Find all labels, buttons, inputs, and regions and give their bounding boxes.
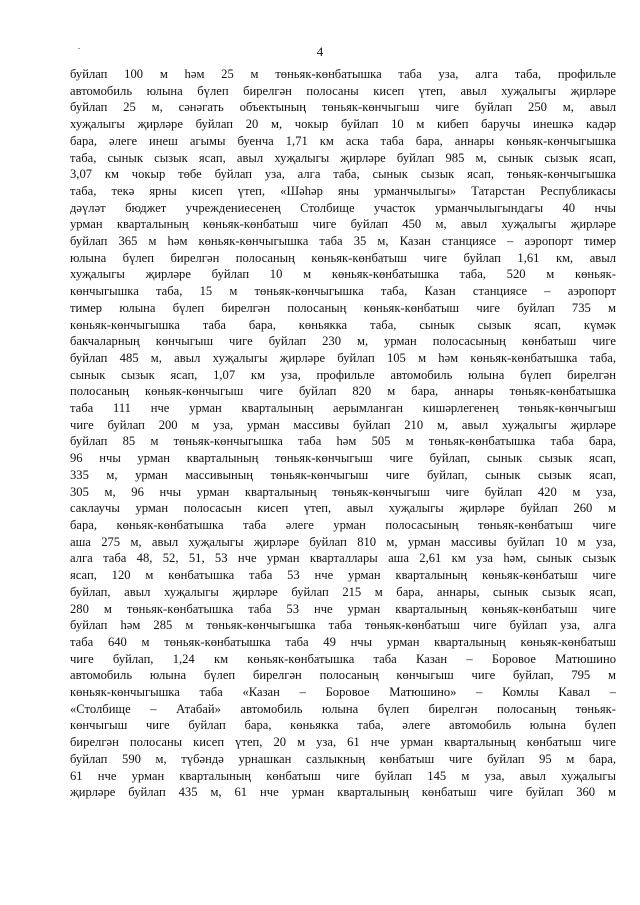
text-line: автомобиль юлына бүлеп бирелгән полосаның көнчыгыш чиге буйлап, 795 м <box>70 668 616 683</box>
text-line: полосаның көньяк-көнчыгыш чиге буйлап 820 м бара, аннары төньяк-көнбатышка <box>70 384 616 399</box>
text-line: урман кварталының көньяк-көнбатыш чиге буйлап 450 м, авыл хуҗалыгы җирләре <box>70 217 616 232</box>
text-line: буйлап 100 м һәм 25 м төньяк-көнбатышка таба уза, алга таба, профильле <box>70 67 616 81</box>
text-line: 3,07 км чокыр төбе буйлап уза, алга таба, сынык сызык ясап, төньяк-көнчыгышка <box>70 167 616 182</box>
text-line: «Столбище – Атабай» автомобиль юлына бүлеп бирелгән полосаның төньяк- <box>70 701 616 716</box>
text-line: 305 м, 96 нчы урман кварталының төньяк-көнчыгыш чиге буйлап 420 м уза, <box>70 484 616 499</box>
page-number: 4 <box>316 44 324 59</box>
text-line: буйлап һәм 285 м төньяк-көнчыгышка таба төньяк-көнбатыш чиге буйлап уза, алга <box>70 618 616 633</box>
text-line: җирләре буйлап 435 м, 61 нче урман кварталының көнбатыш чиге буйлап 360 м <box>70 785 616 800</box>
text-line: сынык сызык ясап, 1,07 км уза, профильле автомобиль юлына бүлеп бирелгән <box>70 367 616 382</box>
text-line: автомобиль юлына бүлеп бирелгән полосаны кисеп үтеп, авыл хуҗалыгы җирләре <box>70 83 616 98</box>
text-line: буйлап 25 м, сәнәгать объектының төньяк-көнчыгыш чиге буйлап 250 м, авыл <box>70 100 616 115</box>
text-line: таба 640 м төньяк-көнбатышка таба 49 нчы урман кварталының көньяк-көнбатыш <box>70 634 616 649</box>
text-line: көньяк-көнчыгышка таба «Казан – Боровое Матюшино» – Комлы Кавал – <box>70 685 616 700</box>
text-line: чиге буйлап, 1,24 км көньяк-көнбатышка таба Казан – Боровое Матюшино <box>70 651 616 666</box>
text-line: алга таба 48, 52, 51, 53 нче урман кварталлары аша 2,61 км уза һәм, сынык сызык <box>70 551 616 566</box>
text-line: хуҗалыгы җирләре буйлап 10 м көньяк-көнбатышка таба, 520 м көньяк- <box>70 267 616 282</box>
text-line: бара, көньяк-көнбатышка таба әлеге урман полосасының төньяк-көнбатыш чиге <box>70 517 616 532</box>
text-line: таба, текә ярны кисеп үтеп, «Шәһәр яны урманчылыгы» Татарстан Республикасы <box>70 183 616 198</box>
text-line: көньяк-көнчыгышка таба бара, көньякка таба, сынык сызык ясап, күмәк <box>70 317 616 332</box>
text-line: хуҗалыгы җирләре буйлап 20 м, чокыр буйлап 10 м кибеп баручы инешкә кадәр <box>70 117 616 132</box>
text-line: бара, әлеге инеш агымы буенча 1,71 км аска таба бара, аннары көньяк-көнчыгышка <box>70 133 616 148</box>
text-line: саклаучы урман полосасын кисеп үтеп, авыл хуҗалыгы җирләре буйлап 260 м <box>70 501 616 516</box>
text-line: дәүләт бюджет учреждениесенең Столбище участок урманчылыгындагы 40 нчы <box>70 200 616 215</box>
text-line: 280 м төньяк-көнбатышка таба 53 нче урман кварталының көньяк-көнбатыш чиге <box>70 601 616 616</box>
text-line: аша 275 м, авыл хуҗалыгы җирләре буйлап 810 м, урман массивы буйлап 10 м уза, <box>70 534 616 549</box>
text-line: чиге буйлап 200 м уза, урман массивы буйлап 210 м, авыл хуҗалыгы җирләре <box>70 417 616 432</box>
text-line: тимер юлына бүлеп бирелгән полосаның көньяк-көнбатыш чиге буйлап 735 м <box>70 300 616 315</box>
text-line: буйлап 365 м һәм көньяк-көнчыгышка таба 35 м, Казан станциясе – аэропорт тимер <box>70 234 616 249</box>
text-line: көнчыгышка таба, 15 м төньяк-көнчыгышка таба, Казан станциясе – аэропорт <box>70 284 616 299</box>
text-line: таба 111 нче урман кварталының аерымланган кишәрлегенең төньяк-көнчыгыш <box>70 401 616 416</box>
body-text <box>70 66 616 801</box>
text-line: буйлап 85 м төньяк-көнчыгышка таба һәм 505 м төньяк-көнбатышка таба бара, <box>70 434 616 449</box>
text-line: буйлап, авыл хуҗалыгы җирләре буйлап 215 м бара, аннары, сынык сызык ясап, <box>70 584 616 599</box>
text-line: көнчыгыш чиге буйлап бара, көньякка таба, әлеге автомобиль юлына бүлеп <box>70 718 616 733</box>
text-line: бакчаларның көнчыгыш чиге буйлап 230 м, урман полосасының көнбатыш чиге <box>70 334 616 349</box>
text-line: 335 м, урман массивының төньяк-көнчыгыш чиге буйлап, сынык сызык ясап, <box>70 467 616 482</box>
text-line: 96 нчы урман кварталының төньяк-көнчыгыш чиге буйлап, сынык сызык ясап, <box>70 451 616 466</box>
text-line: ясап, 120 м көнбатышка таба 53 нче урман кварталының көньяк-көнбатыш чиге <box>70 568 616 583</box>
text-line: буйлап 590 м, түбәндә урнашкан сазлыкның көнбатыш чиге буйлап 95 м бара, <box>70 751 616 766</box>
text-line: 61 нче урман кварталының көнбатыш чиге буйлап 145 м уза, авыл хуҗалыгы <box>70 768 616 783</box>
text-line: буйлап 485 м, авыл хуҗалыгы җирләре буйлап 105 м һәм көньяк-көнбатышка таба, <box>70 350 616 365</box>
text-line: юлына бүлеп бирелгән полосаның көньяк-көнбатыш чиге буйлап 1,61 км, авыл <box>70 250 616 265</box>
text-line: бирелгән полосаны кисеп үтеп, 20 м уза, 61 нче урман кварталының көнбатыш чиге <box>70 735 616 750</box>
text-line: таба, сынык сызык ясап, авыл хуҗалыгы җирләре буйлап 985 м, сынык сызык ясап, <box>70 150 616 165</box>
